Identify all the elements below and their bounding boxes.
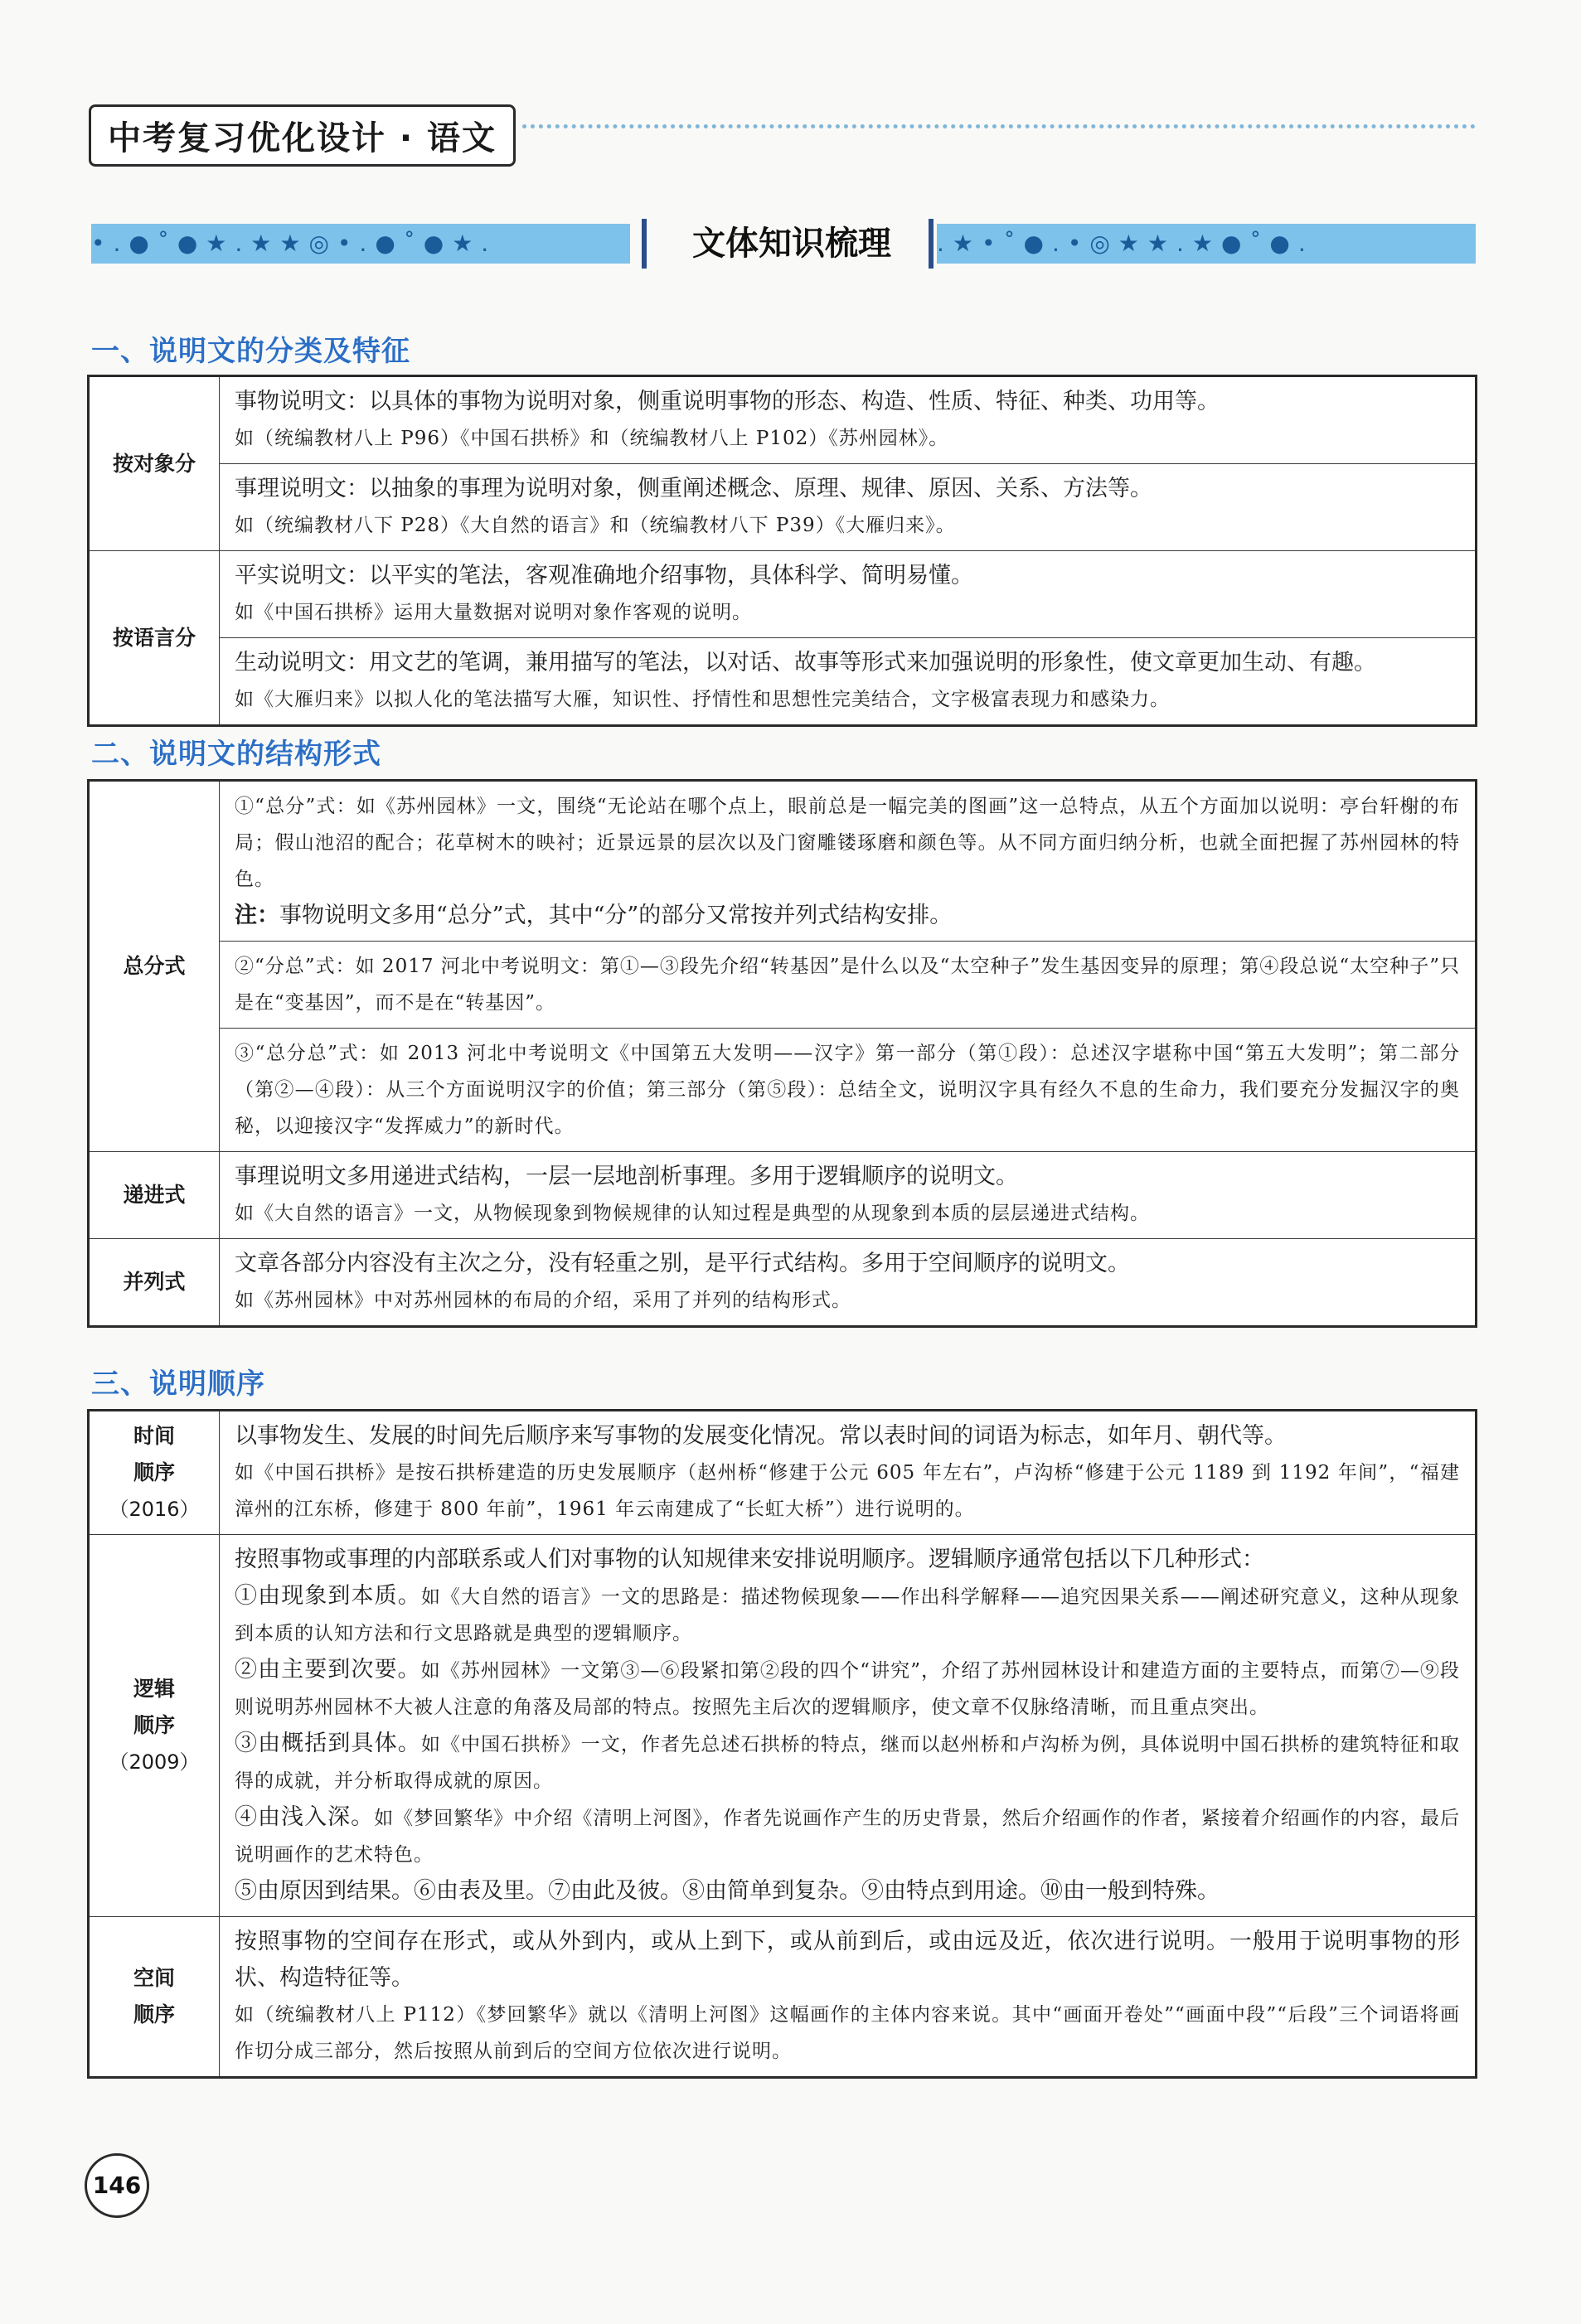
logic-point-lead: ②由主要到次要。 <box>235 1657 421 1682</box>
logic-point-lead: ①由现象到本质。 <box>235 1583 421 1609</box>
category-line: 顺序 <box>133 2002 175 2026</box>
item-main: 按照事物的空间存在形式，或从外到内，或从上到下，或从前到后，或由远及近，依次进行说明。一般用于说明事物的形状、构造特征等。 <box>235 1929 1460 1991</box>
order-table <box>87 1409 1477 2079</box>
item-example: 如（统编教材八上 P96）《中国石拱桥》和（统编教材八上 P102）《苏州园林》。 <box>235 428 949 449</box>
category-line: 时间 <box>133 1424 175 1448</box>
category-line: 空间 <box>133 1966 175 1990</box>
category-cell: 按对象分 <box>89 376 220 551</box>
book-title: 中考复习优化设计 · 语文 <box>89 104 516 167</box>
category-cell <box>89 1917 220 2078</box>
item-main: 文章各部分内容没有主次之分，没有轻重之别，是平行式结构。多用于空间顺序的说明文。 <box>235 1251 1130 1276</box>
note-label: 注： <box>235 903 279 928</box>
banner-bar-left <box>642 219 647 269</box>
logic-point-text: 如《大自然的语言》一文的思路是：描述物候现象——作出科学解释——追究因果关系——阐述研究意义，这种从现象到本质的认知方法和行文思路就是典型的逻辑顺序。 <box>235 1586 1461 1644</box>
note-text: 事物说明文多用“总分”式，其中“分”的部分又常按并列式结构安排。 <box>279 903 953 928</box>
banner-ornament-left: •.●˚●★.★★◎•.●˚●★. <box>91 224 630 264</box>
classification-table <box>87 375 1477 727</box>
item-note <box>235 898 1460 934</box>
table-row <box>89 376 1477 464</box>
category-line: 顺序 <box>133 1713 175 1737</box>
banner-bar-right <box>929 219 934 269</box>
logic-point <box>235 1652 1460 1726</box>
content-cell <box>220 1917 1477 2078</box>
category-cell: 并列式 <box>89 1239 220 1327</box>
item-intro: 按照事物或事理的内部联系或人们对事物的认知规律来安排说明顺序。逻辑顺序通常包括以下几种形式： <box>235 1547 1264 1572</box>
item-main: 以事物发生、发展的时间先后顺序来写事物的发展变化情况。常以表时间的词语为标志，如年月、朝代等。 <box>235 1423 1287 1449</box>
item-main: 事物说明文：以具体的事物为说明对象，侧重说明事物的形态、构造、性质、特征、种类、功用等。 <box>235 389 1220 414</box>
table-row <box>89 551 1477 638</box>
item-main: 生动说明文：用文艺的笔调，兼用描写的笔法，以对话、故事等形式来加强说明的形象性，使文章更加生动、有趣。 <box>235 650 1376 675</box>
table-row <box>89 1535 1477 1917</box>
content-cell <box>220 551 1477 638</box>
item-example: 如《苏州园林》中对苏州园林的布局的介绍，采用了并列的结构形式。 <box>235 1290 851 1311</box>
content-cell <box>220 1152 1477 1239</box>
logic-point-list: ⑤由原因到结果。⑥由表及里。⑦由此及彼。⑧由简单到复杂。⑨由特点到用途。⑩由一般到特殊。 <box>235 1878 1220 1904</box>
content-cell <box>220 1239 1477 1327</box>
exam-year: （2009） <box>109 1750 200 1774</box>
table-row <box>89 1152 1477 1239</box>
exam-year: （2016） <box>109 1498 200 1521</box>
content-cell <box>220 638 1477 726</box>
item-example: 如《中国石拱桥》是按石拱桥建造的历史发展顺序（赵州桥“修建于公元 605 年左右”，卢沟桥“修建于公元 1189 到 1192 年间”，“福建漳州的江东桥，修建于 800 年前”，1961 年云南建成了“长虹大桥”）进行说明的。 <box>235 1462 1460 1520</box>
item-example: 如《中国石拱桥》运用大量数据对说明对象作客观的说明。 <box>235 602 752 623</box>
content-cell <box>220 376 1477 464</box>
item-example: 如（统编教材八下 P28）《大自然的语言》和（统编教材八下 P39）《大雁归来》。 <box>235 515 956 536</box>
item-main: 平实说明文：以平实的笔法，客观准确地介绍事物，具体科学、简明易懂。 <box>235 563 973 588</box>
section1-title: 一、说明文的分类及特征 <box>91 335 410 368</box>
table-row <box>89 942 1477 1029</box>
content-cell <box>220 1535 1477 1917</box>
section3-title: 三、说明顺序 <box>91 1368 265 1401</box>
category-cell <box>89 1535 220 1917</box>
table-row <box>89 1029 1477 1152</box>
category-cell: 递进式 <box>89 1152 220 1239</box>
banner-ornament-right: .★•˚●.•◎★★.★●˚●. <box>937 224 1476 264</box>
page-number: 146 <box>85 2153 149 2218</box>
header-dotted-rule <box>522 124 1476 133</box>
item-example: 如（统编教材八上 P112）《梦回繁华》就以《清明上河图》这幅画作的主体内容来说。其中“画面开卷处”“画面中段”“后段”三个词语将画作切分成三部分，然后按照从前到后的空间方位依次进行说明。 <box>235 2004 1460 2062</box>
content-cell <box>220 942 1477 1029</box>
category-line: 逻辑 <box>133 1677 175 1701</box>
table-row <box>89 781 1477 942</box>
table-row <box>89 1239 1477 1327</box>
category-line: 顺序 <box>133 1460 175 1484</box>
logic-point <box>235 1726 1460 1799</box>
content-cell <box>220 464 1477 551</box>
logic-point-text: 如《苏州园林》一文第③—⑥段紧扣第②段的四个“讲究”，介绍了苏州园林设计和建造方面的主要特点，而第⑦—⑨段则说明苏州园林不大被人注意的角落及局部的特点。按照先主后次的逻辑顺序，使文章不仅脉络清晰，而且重点突出。 <box>235 1660 1460 1718</box>
banner-title: 文体知识梳理 <box>692 225 891 263</box>
item-example: 如《大自然的语言》一文，从物候现象到物候规律的认知过程是典型的从现象到本质的层层递进式结构。 <box>235 1203 1150 1224</box>
item-text: ②“分总”式：如 2017 河北中考说明文：第①—③段先介绍“转基因”是什么以及“太空种子”发生基因变异的原理；第④段总说“太空种子”只是在“变基因”，而不是在“转基因”。 <box>235 956 1460 1014</box>
section-banner <box>91 217 1476 270</box>
item-main: 事理说明文多用递进式结构，一层一层地剖析事理。多用于逻辑顺序的说明文。 <box>235 1164 1018 1189</box>
content-cell <box>220 781 1477 942</box>
table-row <box>89 638 1477 726</box>
section2-title: 二、说明文的结构形式 <box>91 738 381 771</box>
table-row <box>89 1917 1477 2078</box>
item-example: 如《大雁归来》以拟人化的笔法描写大雁，知识性、抒情性和思想性完美结合，文字极富表现力和感染力。 <box>235 689 1170 710</box>
logic-point <box>235 1578 1460 1652</box>
category-cell: 总分式 <box>89 781 220 1152</box>
logic-point-text: 如《中国石拱桥》一文，作者先总述石拱桥的特点，继而以赵州桥和卢沟桥为例，具体说明中国石拱桥的建筑特征和取得的成就，并分析取得成就的原因。 <box>235 1734 1461 1792</box>
logic-point-lead: ③由概括到具体。 <box>235 1731 421 1756</box>
category-cell: 按语言分 <box>89 551 220 726</box>
structure-table <box>87 779 1477 1328</box>
table-row <box>89 464 1477 551</box>
table-row <box>89 1411 1477 1535</box>
category-cell <box>89 1411 220 1535</box>
content-cell <box>220 1411 1477 1535</box>
logic-point-lead: ④由浅入深。 <box>235 1804 375 1830</box>
item-text: ③“总分总”式：如 2013 河北中考说明文《中国第五大发明——汉字》第一部分（第①段）：总述汉字堪称中国“第五大发明”；第二部分（第②—④段）：从三个方面说明汉字的价值；第三部分（第⑤段）：总结全文，说明汉字具有经久不息的生命力，我们要充分发掘汉字的奥秘，以迎接汉字“发挥威力”的新时代。 <box>235 1043 1460 1137</box>
logic-point <box>235 1799 1460 1873</box>
item-text: ①“总分”式：如《苏州园林》一文，围绕“无论站在哪个点上，眼前总是一幅完美的图画”这一总特点，从五个方面加以说明：亭台轩榭的布局；假山池沼的配合；花草树木的映衬；近景远景的层次以及门窗雕镂琢磨和颜色等。从不同方面归纳分析，也就全面把握了苏州园林的特色。 <box>235 796 1460 890</box>
logic-point-text: 如《梦回繁华》中介绍《清明上河图》，作者先说画作产生的历史背景，然后介绍画作的作者，紧接着介绍画作的内容，最后说明画作的艺术特色。 <box>235 1808 1461 1866</box>
item-main: 事理说明文：以抽象的事理为说明对象，侧重阐述概念、原理、规律、原因、关系、方法等。 <box>235 476 1152 501</box>
content-cell <box>220 1029 1477 1152</box>
